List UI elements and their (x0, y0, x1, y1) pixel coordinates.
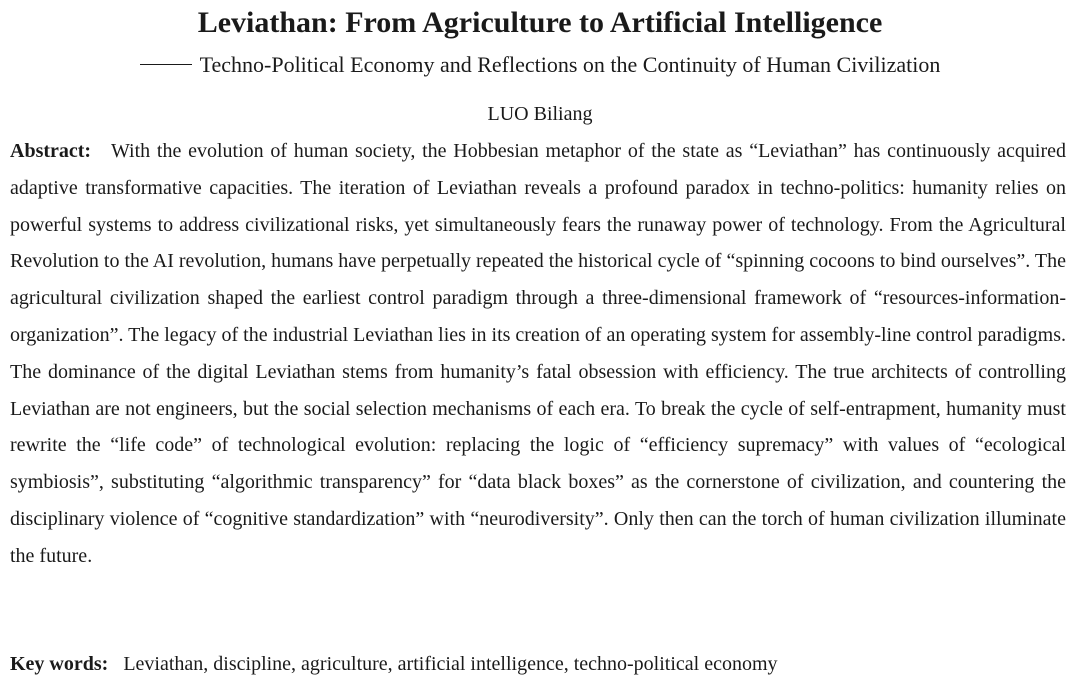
keywords-text: Leviathan, discipline, agriculture, artificial intelligence, techno-political economy (123, 653, 778, 675)
abstract-label: Abstract: (10, 140, 92, 162)
em-dash-rule (140, 64, 192, 65)
keywords-paragraph (10, 647, 1066, 681)
author-name: LUO Biliang (487, 103, 593, 125)
abstract-paragraph (10, 133, 1066, 575)
paper-title: Leviathan: From Agriculture to Artificial Intelligence (197, 6, 883, 39)
subtitle-text: Techno-Political Economy and Reflections on the Continuity of Human Civilization (199, 52, 941, 77)
paper-subtitle (0, 50, 1080, 80)
abstract-text: With the evolution of human society, the Hobbesian metaphor of the state as “Leviathan” has continuously acquired adaptive transformative capacities. The iteration of Leviathan reveals a profound paradox in techno-politics: humanity relies on powerful systems to address civilizational risks, yet simultaneously fears the runaway power of technology. From the Agricultural Revolution to the AI revolution, humans have perpetually repeated the historical cycle of “spinning cocoons to bind ourselves”. The agricultural civilization shaped the earliest control paradigm through a three-dimensional framework of “resources-information-organization”. The legacy of the industrial Leviathan lies in its creation of an operating system for assembly-line control paradigms. The dominance of the digital Leviathan stems from humanity’s fatal obsession with efficiency. The true architects of controlling Leviathan are not engineers, but the social selection mechanisms of each era. To break the cycle of self-entrapment, humanity must rewrite the “life code” of technological evolution: replacing the logic of “efficiency supremacy” with values of “ecological symbiosis”, substituting “algorithmic transparency” for “data black boxes” as the cornerstone of civilization, and countering the disciplinary violence of “cognitive standardization” with “neurodiversity”. Only then can the torch of human civilization illuminate the future. (10, 140, 1067, 567)
keywords-label: Key words: (10, 653, 109, 675)
